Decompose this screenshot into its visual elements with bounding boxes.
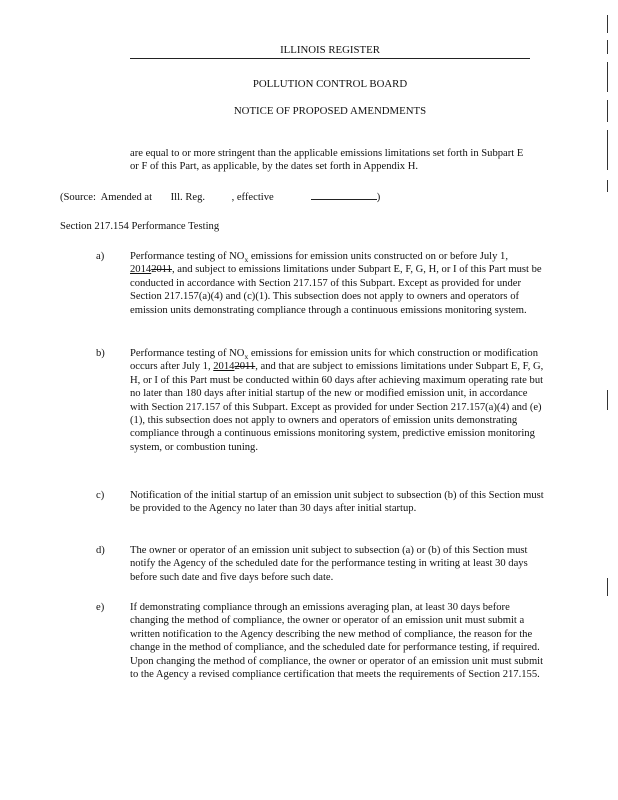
margin-mark bbox=[607, 62, 608, 92]
subsection-label: d) bbox=[96, 545, 105, 556]
deleted-text: 2011 bbox=[234, 361, 256, 373]
inserted-text: 2014 bbox=[130, 264, 152, 276]
text-segment: Performance testing of NO bbox=[130, 348, 245, 359]
continuation-paragraph: are equal to or more stringent than the applicable emissions limitations set forth in Subpart E or F of this Part, as applicable, by the dates set forth in Appendix H. bbox=[130, 148, 524, 173]
board-name: POLLUTION CONTROL BOARD bbox=[252, 78, 408, 90]
margin-mark bbox=[607, 40, 608, 54]
margin-scan-marks bbox=[604, 10, 612, 710]
deleted-text: 2011 bbox=[151, 264, 172, 276]
notice-title: NOTICE OF PROPOSED AMENDMENTS bbox=[233, 105, 427, 117]
subsection-text bbox=[130, 347, 544, 454]
margin-mark bbox=[607, 180, 608, 192]
subsection-label: b) bbox=[96, 348, 105, 359]
subsection-label: a) bbox=[96, 251, 105, 262]
section-heading: Section 217.154 Performance Testing bbox=[60, 221, 220, 232]
source-prefix: (Source: Amended at bbox=[60, 192, 153, 203]
subsection-text: The owner or operator of an emission unit subject to subsection (a) or (b) of this Section must notify the Agency of the scheduled date for the performance testing in writing at least 30 days before such date and five days before such date. bbox=[130, 545, 528, 583]
text-segment: emissions for emission units for which construction or modification occurs after July 1, bbox=[130, 348, 539, 373]
margin-mark bbox=[607, 100, 608, 122]
text-segment: Performance testing of NO bbox=[130, 251, 245, 262]
source-suffix: ) bbox=[376, 192, 381, 203]
margin-mark bbox=[607, 130, 608, 170]
margin-mark bbox=[607, 390, 608, 410]
source-effective: , effective bbox=[231, 192, 274, 203]
subsection-label: e) bbox=[96, 602, 105, 613]
subsection-text: Notification of the initial startup of an emission unit subject to subsection (b) of this Section must be provided to the Agency no later than 30 days after initial startup. bbox=[130, 490, 544, 515]
text-segment: emissions for emission units constructed on or before July 1, bbox=[248, 251, 508, 262]
margin-mark bbox=[607, 578, 608, 596]
subsection-label: c) bbox=[96, 490, 105, 501]
date-blank bbox=[311, 190, 377, 200]
text-segment: , and subject to emissions limitations under Subpart E, F, G, H, or I of this Part must be conducted in accordance with Section 217.157 of this Subpart. Except as provided for under Section 217.157(a)(4) and (c)(1). This subsection does not apply to owners and operators of emission units demonstrating compliance through a continuous emissions monitoring system. bbox=[130, 264, 542, 316]
subsection-text: If demonstrating compliance through an emissions averaging plan, at least 30 days before changing the method of compliance, the owner or operator of an emission unit must submit a written notification to the Agency describing the new method of compliance, the reason for the change in the method of compliance, and the scheduled date for performance testing, if required. Upon changing the method of compliance, the owner or operator of an emission unit must submit to the Agency a revised compliance certification that meets the requirements of Section 217.155. bbox=[130, 602, 544, 681]
margin-mark bbox=[607, 15, 608, 33]
source-note bbox=[60, 190, 540, 204]
subsection-text bbox=[130, 250, 544, 317]
subscript: x bbox=[244, 255, 249, 265]
text-segment: , and that are subject to emissions limitations under Subpart E, F, G, H, or I of this Part must be conducted within 60 days after achieving maximum operating rate but no later than 180 days after initial startup of the new or modified emission unit, in accordance with Section 217.157 of this Subpart. Except as provided for under Section 217.157(a)(4) and (e)(1), this subsection does not apply to owners and operators of emission units demonstrating compliance through a continuous emissions monitoring system, predictive emission monitoring system, or combustion tuning. bbox=[130, 361, 544, 453]
source-reg: Ill. Reg. bbox=[170, 192, 206, 203]
inserted-text: 2014 bbox=[213, 361, 235, 373]
subscript: x bbox=[244, 352, 249, 362]
register-title: ILLINOIS REGISTER bbox=[130, 44, 530, 59]
